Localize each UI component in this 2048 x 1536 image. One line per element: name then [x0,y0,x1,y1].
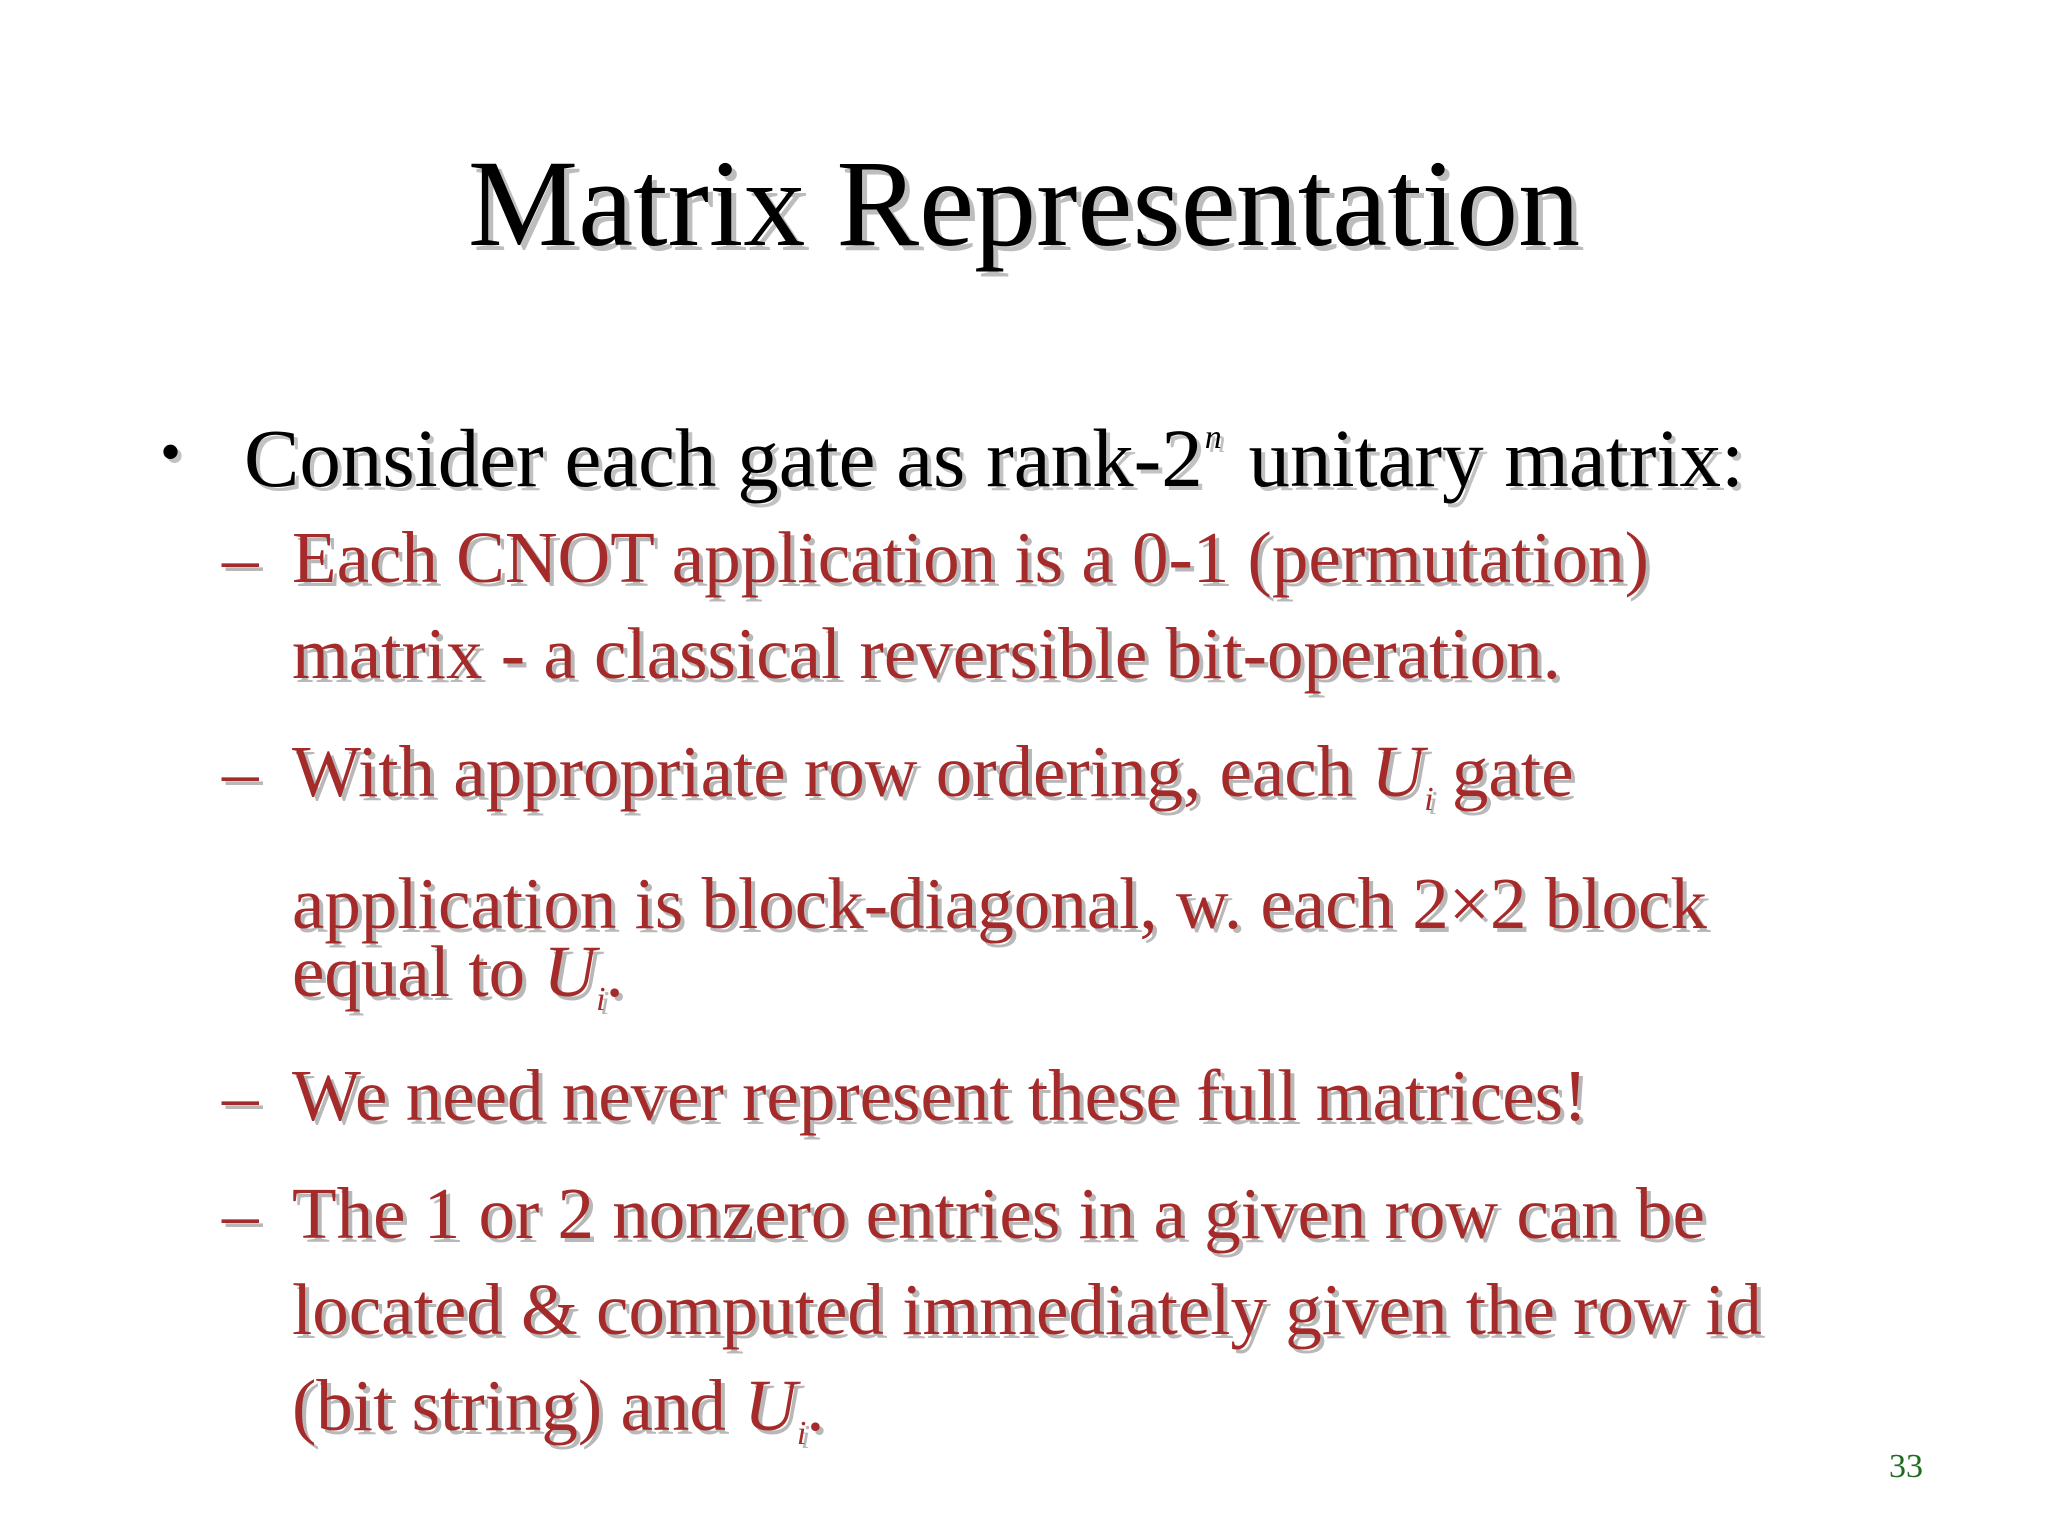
sub-bullet-line: The 1 or 2 nonzero entries in a given row can be [292,1173,1705,1254]
sub-bullet-line: application is block-diagonal, w. each 2×2 block [292,863,1707,944]
u-symbol: U [1371,731,1425,812]
subscript-i: i [1424,781,1434,818]
line-text: gate [1433,731,1574,812]
dash-marker: – [222,1173,259,1254]
sub-bullet-line: We need never represent these full matrices! [292,1055,1588,1136]
sub-bullet-lines [292,1166,1762,1482]
sub-bullet-lines [292,1048,1587,1144]
superscript-n: n [1204,419,1222,456]
dash-marker: – [222,517,259,598]
main-bullet-text: Consider each gate as rank-2 [244,412,1203,504]
line-text: . [605,931,624,1012]
line-text: With appropriate row ordering, each [292,731,1372,812]
dash-marker: – [222,731,259,812]
line-text: equal to [292,931,544,1012]
main-bullet [160,388,1744,508]
slide-title: Matrix Representation [467,135,1581,272]
subscript-i: i [796,1415,807,1452]
sub-bullet-line [292,1358,1762,1482]
sub-bullet-line: located & computed immediately given the row id [292,1269,1762,1350]
bullet-marker: • [160,419,182,485]
page-number: 33 [1889,1448,1923,1485]
sub-bullet-line: matrix - a classical reversible bit-operation. [292,613,1561,694]
sub-bullet-lines [292,720,1707,1052]
line-text: . [806,1365,825,1446]
dash-marker: – [222,1055,259,1136]
u-symbol: U [543,931,597,1012]
subscript-i: i [596,981,606,1018]
line-text: (bit string) and [292,1365,745,1446]
u-symbol: U [744,1365,797,1446]
sub-bullet-line: Each CNOT application is a 0-1 (permutation) [292,517,1649,598]
sub-bullet-line [292,720,1707,852]
main-bullet-text-end: unitary matrix: [1227,412,1745,504]
sub-bullet-lines [292,510,1649,702]
